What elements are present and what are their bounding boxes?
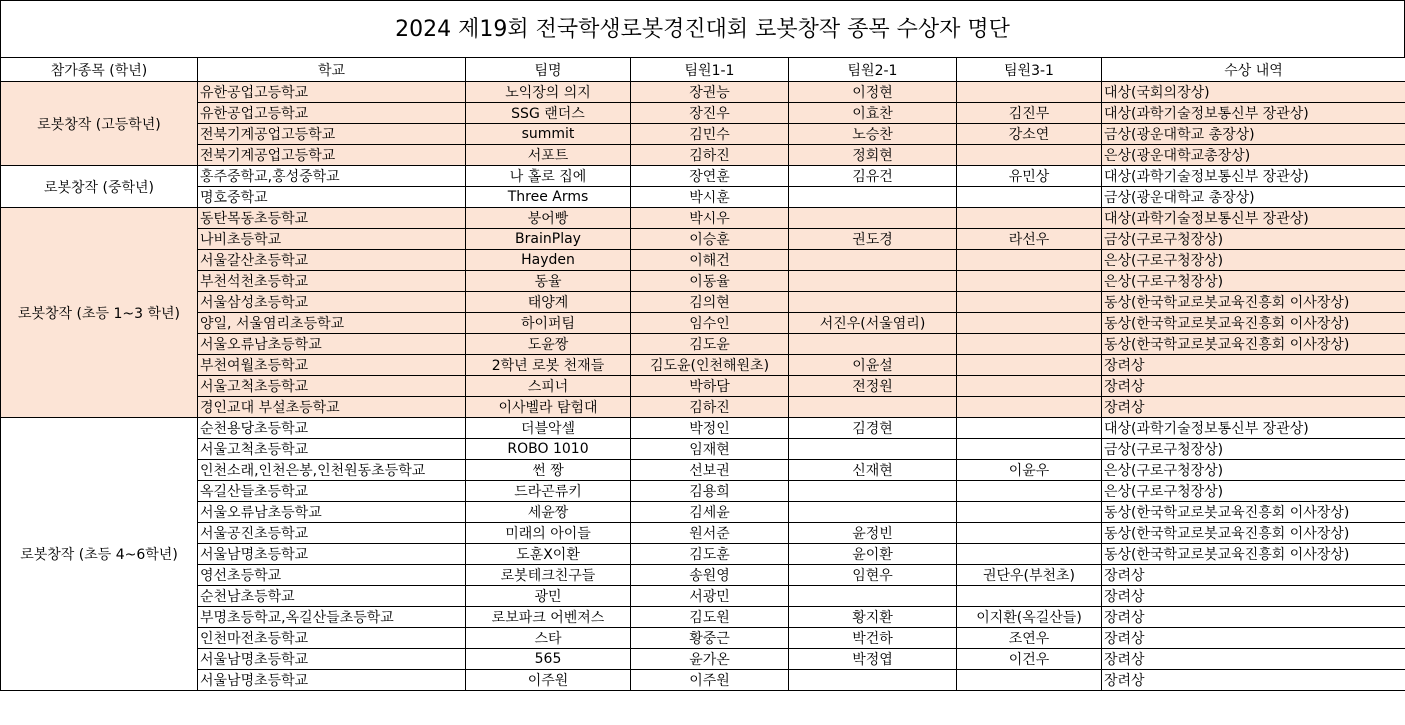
member3-cell: 김진무 xyxy=(957,103,1102,124)
table-row xyxy=(1,523,1405,544)
member1-cell: 박하담 xyxy=(631,376,789,397)
member1-cell: 장권능 xyxy=(631,82,789,103)
school-cell: 영선초등학교 xyxy=(198,565,466,586)
table-row xyxy=(1,460,1405,481)
member2-cell xyxy=(789,397,957,418)
team-cell: 태양계 xyxy=(466,292,631,313)
table-row xyxy=(1,397,1405,418)
school-cell: 유한공업고등학교 xyxy=(198,103,466,124)
team-cell: 이주원 xyxy=(466,670,631,691)
school-cell: 전북기계공업고등학교 xyxy=(198,145,466,166)
award-cell: 장려상 xyxy=(1102,649,1405,670)
member3-cell xyxy=(957,313,1102,334)
school-cell: 서울오류남초등학교 xyxy=(198,334,466,355)
member2-cell: 서진우(서울염리) xyxy=(789,313,957,334)
member3-cell xyxy=(957,502,1102,523)
award-cell: 장려상 xyxy=(1102,607,1405,628)
team-cell: 565 xyxy=(466,649,631,670)
member2-cell: 전정원 xyxy=(789,376,957,397)
member2-cell xyxy=(789,670,957,691)
member3-cell xyxy=(957,397,1102,418)
member1-cell: 선보권 xyxy=(631,460,789,481)
award-cell: 대상(과학기술정보통신부 장관상) xyxy=(1102,418,1405,439)
award-cell: 동상(한국학교로봇교육진흥회 이사장상) xyxy=(1102,502,1405,523)
table-row xyxy=(1,229,1405,250)
member2-cell xyxy=(789,292,957,313)
table-row xyxy=(1,607,1405,628)
table-row xyxy=(1,166,1405,187)
member3-cell xyxy=(957,334,1102,355)
school-cell: 동탄목동초등학교 xyxy=(198,208,466,229)
member1-cell: 이동율 xyxy=(631,271,789,292)
member1-cell: 송원영 xyxy=(631,565,789,586)
member2-cell: 임현우 xyxy=(789,565,957,586)
member2-cell xyxy=(789,187,957,208)
member3-cell xyxy=(957,523,1102,544)
school-cell: 옥길산들초등학교 xyxy=(198,481,466,502)
team-cell: 더블악셀 xyxy=(466,418,631,439)
member3-cell: 강소연 xyxy=(957,124,1102,145)
member1-cell: 서광민 xyxy=(631,586,789,607)
member1-cell: 김민수 xyxy=(631,124,789,145)
member3-cell xyxy=(957,187,1102,208)
category-cell: 로봇창작 (중학년) xyxy=(1,166,198,208)
member3-cell xyxy=(957,544,1102,565)
school-cell: 양일, 서울염리초등학교 xyxy=(198,313,466,334)
member2-cell: 신재현 xyxy=(789,460,957,481)
sheet-title: 2024 제19회 전국학생로봇경진대회 로봇창작 종목 수상자 명단 xyxy=(0,0,1405,57)
award-cell: 대상(과학기술정보통신부 장관상) xyxy=(1102,103,1405,124)
school-cell: 서울공진초등학교 xyxy=(198,523,466,544)
award-cell: 장려상 xyxy=(1102,397,1405,418)
table-row xyxy=(1,481,1405,502)
table-row xyxy=(1,145,1405,166)
school-cell: 경인교대 부설초등학교 xyxy=(198,397,466,418)
school-cell: 유한공업고등학교 xyxy=(198,82,466,103)
award-cell: 장려상 xyxy=(1102,565,1405,586)
table-row xyxy=(1,292,1405,313)
award-cell: 동상(한국학교로봇교육진흥회 이사장상) xyxy=(1102,544,1405,565)
member2-cell: 김유건 xyxy=(789,166,957,187)
member3-cell xyxy=(957,250,1102,271)
school-cell: 부천석천초등학교 xyxy=(198,271,466,292)
header-award: 수상 내역 xyxy=(1102,58,1405,82)
school-cell: 나비초등학교 xyxy=(198,229,466,250)
member2-cell: 정회현 xyxy=(789,145,957,166)
member3-cell xyxy=(957,418,1102,439)
awards-table xyxy=(0,57,1405,691)
table-row xyxy=(1,586,1405,607)
table-row xyxy=(1,334,1405,355)
member2-cell: 이윤설 xyxy=(789,355,957,376)
member2-cell xyxy=(789,271,957,292)
school-cell: 홍주중학교,홍성중학교 xyxy=(198,166,466,187)
team-cell: 하이퍼팀 xyxy=(466,313,631,334)
team-cell: 로봇테크친구들 xyxy=(466,565,631,586)
member1-cell: 김도원 xyxy=(631,607,789,628)
table-row xyxy=(1,313,1405,334)
member3-cell: 권단우(부천초) xyxy=(957,565,1102,586)
member2-cell: 윤이환 xyxy=(789,544,957,565)
member1-cell: 김도윤 xyxy=(631,334,789,355)
header-school: 학교 xyxy=(198,58,466,82)
table-row xyxy=(1,544,1405,565)
award-cell: 금상(구로구청장상) xyxy=(1102,229,1405,250)
member1-cell: 김하진 xyxy=(631,397,789,418)
table-row xyxy=(1,418,1405,439)
member1-cell: 이해건 xyxy=(631,250,789,271)
table-row xyxy=(1,502,1405,523)
award-cell: 은상(구로구청장상) xyxy=(1102,271,1405,292)
table-row xyxy=(1,124,1405,145)
team-cell: 세윤짱 xyxy=(466,502,631,523)
team-cell: 동율 xyxy=(466,271,631,292)
team-cell: 썬 짱 xyxy=(466,460,631,481)
award-cell: 대상(과학기술정보통신부 장관상) xyxy=(1102,208,1405,229)
award-cell: 동상(한국학교로봇교육진흥회 이사장상) xyxy=(1102,523,1405,544)
member2-cell xyxy=(789,250,957,271)
table-body xyxy=(1,82,1405,691)
member1-cell: 김도윤(인천해원초) xyxy=(631,355,789,376)
award-cell: 은상(구로구청장상) xyxy=(1102,250,1405,271)
team-cell: 드라곤류키 xyxy=(466,481,631,502)
member3-cell xyxy=(957,481,1102,502)
table-row xyxy=(1,628,1405,649)
table-row xyxy=(1,649,1405,670)
award-cell: 금상(구로구청장상) xyxy=(1102,439,1405,460)
member2-cell xyxy=(789,586,957,607)
award-cell: 은상(광운대학교총장상) xyxy=(1102,145,1405,166)
member1-cell: 박시훈 xyxy=(631,187,789,208)
member3-cell: 이윤우 xyxy=(957,460,1102,481)
category-cell: 로봇창작 (초등 4~6학년) xyxy=(1,418,198,691)
school-cell: 서울오류남초등학교 xyxy=(198,502,466,523)
member1-cell: 김하진 xyxy=(631,145,789,166)
award-cell: 은상(구로구청장상) xyxy=(1102,481,1405,502)
table-row xyxy=(1,271,1405,292)
award-cell: 동상(한국학교로봇교육진흥회 이사장상) xyxy=(1102,334,1405,355)
school-cell: 순천용당초등학교 xyxy=(198,418,466,439)
school-cell: 부천여월초등학교 xyxy=(198,355,466,376)
table-row xyxy=(1,670,1405,691)
member1-cell: 장연훈 xyxy=(631,166,789,187)
member1-cell: 황중근 xyxy=(631,628,789,649)
award-cell: 대상(과학기술정보통신부 장관상) xyxy=(1102,166,1405,187)
award-cell: 대상(국회의장상) xyxy=(1102,82,1405,103)
award-cell: 동상(한국학교로봇교육진흥회 이사장상) xyxy=(1102,313,1405,334)
member2-cell xyxy=(789,481,957,502)
team-cell: summit xyxy=(466,124,631,145)
category-cell: 로봇창작 (고등학년) xyxy=(1,82,198,166)
school-cell: 명호중학교 xyxy=(198,187,466,208)
award-cell: 장려상 xyxy=(1102,670,1405,691)
member2-cell: 황지환 xyxy=(789,607,957,628)
table-row xyxy=(1,355,1405,376)
member2-cell: 이정현 xyxy=(789,82,957,103)
member3-cell: 조연우 xyxy=(957,628,1102,649)
member1-cell: 장진우 xyxy=(631,103,789,124)
member3-cell xyxy=(957,292,1102,313)
team-cell: 스타 xyxy=(466,628,631,649)
award-cell: 장려상 xyxy=(1102,376,1405,397)
school-cell: 전북기계공업고등학교 xyxy=(198,124,466,145)
school-cell: 서울고척초등학교 xyxy=(198,376,466,397)
member2-cell: 박정엽 xyxy=(789,649,957,670)
team-cell: 붕어빵 xyxy=(466,208,631,229)
member3-cell xyxy=(957,208,1102,229)
member1-cell: 박정인 xyxy=(631,418,789,439)
member1-cell: 이주원 xyxy=(631,670,789,691)
team-cell: 나 홀로 집에 xyxy=(466,166,631,187)
member3-cell xyxy=(957,355,1102,376)
school-cell: 부명초등학교,옥길산들초등학교 xyxy=(198,607,466,628)
member2-cell xyxy=(789,334,957,355)
member3-cell xyxy=(957,271,1102,292)
award-cell: 동상(한국학교로봇교육진흥회 이사장상) xyxy=(1102,292,1405,313)
member1-cell: 원서준 xyxy=(631,523,789,544)
team-cell: 서포트 xyxy=(466,145,631,166)
award-cell: 금상(광운대학교 총장상) xyxy=(1102,124,1405,145)
member1-cell: 임재현 xyxy=(631,439,789,460)
team-cell: 이사벨라 탐험대 xyxy=(466,397,631,418)
team-cell: BrainPlay xyxy=(466,229,631,250)
team-cell: 도훈X이환 xyxy=(466,544,631,565)
member3-cell xyxy=(957,82,1102,103)
table-row xyxy=(1,565,1405,586)
team-cell: Three Arms xyxy=(466,187,631,208)
team-cell: ROBO 1010 xyxy=(466,439,631,460)
member2-cell xyxy=(789,502,957,523)
table-row xyxy=(1,187,1405,208)
member2-cell: 윤정빈 xyxy=(789,523,957,544)
team-cell: SSG 랜더스 xyxy=(466,103,631,124)
member2-cell: 권도경 xyxy=(789,229,957,250)
team-cell: Hayden xyxy=(466,250,631,271)
member2-cell xyxy=(789,208,957,229)
member1-cell: 윤가온 xyxy=(631,649,789,670)
award-cell: 장려상 xyxy=(1102,628,1405,649)
table-row xyxy=(1,250,1405,271)
member2-cell: 이효찬 xyxy=(789,103,957,124)
school-cell: 서울갈산초등학교 xyxy=(198,250,466,271)
team-cell: 도윤짱 xyxy=(466,334,631,355)
award-cell: 장려상 xyxy=(1102,355,1405,376)
member1-cell: 김세윤 xyxy=(631,502,789,523)
category-cell: 로봇창작 (초등 1~3 학년) xyxy=(1,208,198,418)
team-cell: 미래의 아이들 xyxy=(466,523,631,544)
team-cell: 노익장의 의지 xyxy=(466,82,631,103)
table-row xyxy=(1,82,1405,103)
member3-cell xyxy=(957,670,1102,691)
school-cell: 인천마전초등학교 xyxy=(198,628,466,649)
table-row xyxy=(1,103,1405,124)
table-row xyxy=(1,439,1405,460)
member3-cell xyxy=(957,376,1102,397)
award-cell: 금상(광운대학교 총장상) xyxy=(1102,187,1405,208)
school-cell: 서울삼성초등학교 xyxy=(198,292,466,313)
member2-cell: 김경현 xyxy=(789,418,957,439)
member3-cell: 이건우 xyxy=(957,649,1102,670)
header-member3: 팀원3-1 xyxy=(957,58,1102,82)
team-cell: 스피너 xyxy=(466,376,631,397)
member1-cell: 이승훈 xyxy=(631,229,789,250)
member2-cell xyxy=(789,439,957,460)
header-row xyxy=(1,58,1405,82)
header-member1: 팀원1-1 xyxy=(631,58,789,82)
award-cell: 은상(구로구청장상) xyxy=(1102,460,1405,481)
table-row xyxy=(1,376,1405,397)
school-cell: 서울남명초등학교 xyxy=(198,649,466,670)
table-row xyxy=(1,208,1405,229)
school-cell: 인천소래,인천은봉,인천원동초등학교 xyxy=(198,460,466,481)
team-cell: 2학년 로봇 천재들 xyxy=(466,355,631,376)
header-category: 참가종목 (학년) xyxy=(1,58,198,82)
member1-cell: 박시우 xyxy=(631,208,789,229)
school-cell: 서울남명초등학교 xyxy=(198,544,466,565)
member3-cell xyxy=(957,586,1102,607)
member2-cell: 노승찬 xyxy=(789,124,957,145)
member3-cell xyxy=(957,439,1102,460)
member1-cell: 김도훈 xyxy=(631,544,789,565)
header-member2: 팀원2-1 xyxy=(789,58,957,82)
team-cell: 로보파크 어벤져스 xyxy=(466,607,631,628)
member3-cell: 라선우 xyxy=(957,229,1102,250)
award-cell: 장려상 xyxy=(1102,586,1405,607)
school-cell: 서울고척초등학교 xyxy=(198,439,466,460)
member3-cell: 이지환(옥길산들) xyxy=(957,607,1102,628)
member1-cell: 김용희 xyxy=(631,481,789,502)
member3-cell: 유민상 xyxy=(957,166,1102,187)
header-team: 팀명 xyxy=(466,58,631,82)
team-cell: 광민 xyxy=(466,586,631,607)
member3-cell xyxy=(957,145,1102,166)
member1-cell: 임수인 xyxy=(631,313,789,334)
member1-cell: 김의현 xyxy=(631,292,789,313)
school-cell: 순천남초등학교 xyxy=(198,586,466,607)
school-cell: 서울남명초등학교 xyxy=(198,670,466,691)
member2-cell: 박건하 xyxy=(789,628,957,649)
